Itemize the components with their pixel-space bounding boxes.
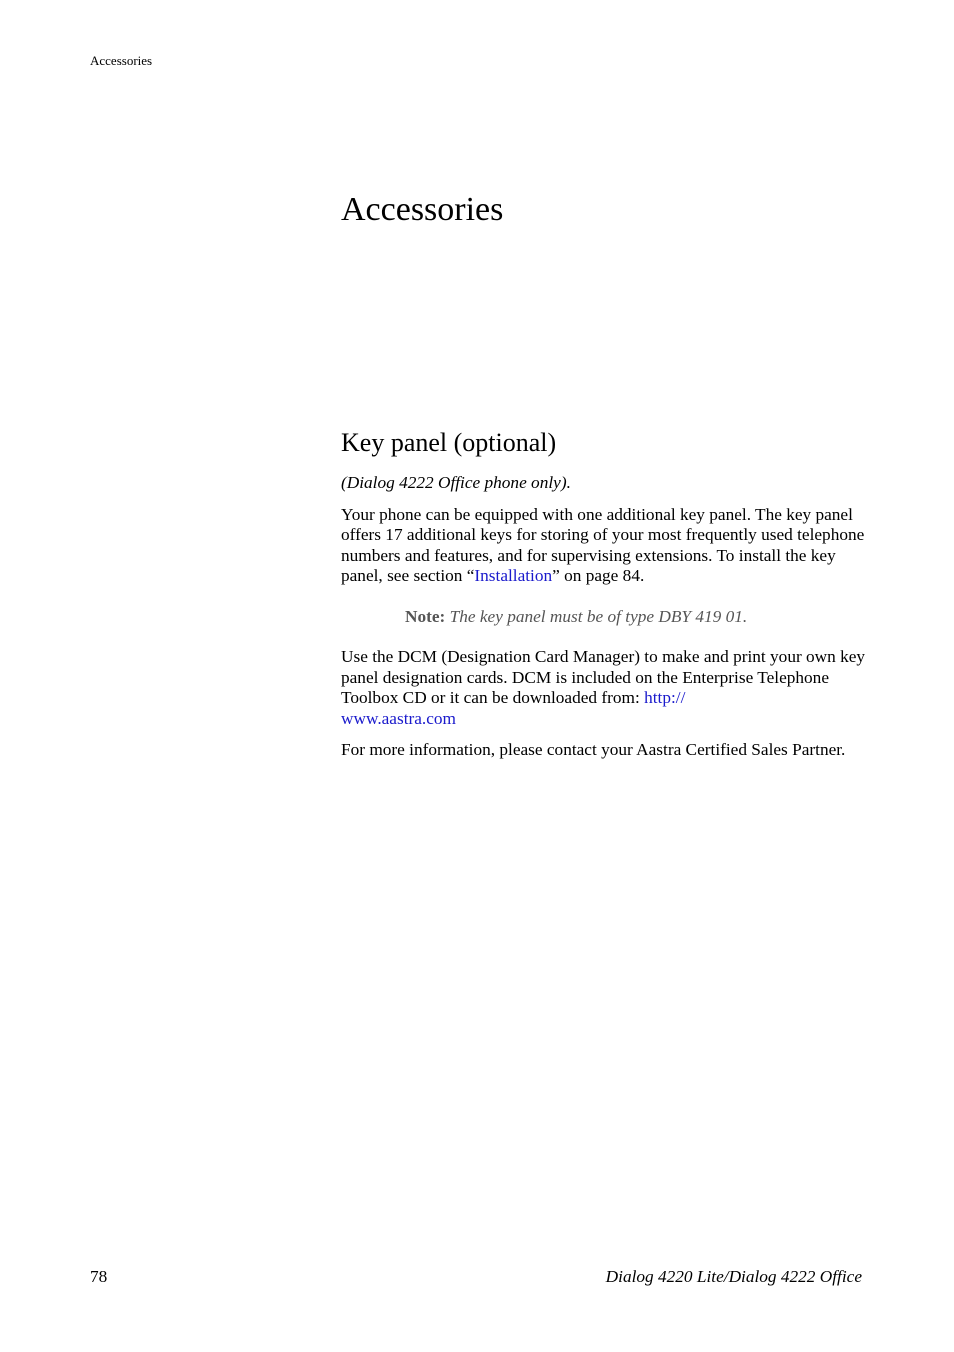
dcm-paragraph — [341, 647, 866, 729]
applicability-note: (Dialog 4222 Office phone only). — [341, 473, 571, 492]
key-panel-section — [341, 424, 866, 772]
running-header: Accessories — [90, 53, 153, 68]
page-number: 78 — [90, 1267, 108, 1286]
section-title: Key panel (optional) — [341, 428, 557, 457]
note-text: The key panel must be of type DBY 419 01. — [449, 606, 748, 626]
aastra-url-line2: www.aastra.com — [341, 708, 457, 728]
note-box — [405, 607, 866, 628]
key-panel-description — [341, 505, 866, 587]
chapter-title: Accessories — [341, 191, 504, 228]
contact-paragraph: For more information, please contact your Aastra Certified Sales Partner. — [341, 740, 846, 759]
running-footer: Dialog 4220 Lite/Dialog 4222 Office — [605, 1267, 862, 1286]
note-label: Note: — [405, 606, 446, 626]
description-text: Your phone can be equipped with one additional key panel. The key panel offers 17 additional keys for storing of your most frequently used telephone numbers and features, and for supervising extensions. To install the key panel, see section “ — [341, 504, 865, 585]
description-suffix: ” on page 84. — [552, 566, 645, 585]
installation-link[interactable]: Installation — [474, 566, 553, 585]
aastra-url-line1: http:// — [644, 688, 686, 707]
dcm-text: Use the DCM (Designation Card Manager) to make and print your own key panel designation cards. DCM is included on the Enterprise Telephone Toolbox CD or it can be downloaded from: — [341, 647, 866, 707]
